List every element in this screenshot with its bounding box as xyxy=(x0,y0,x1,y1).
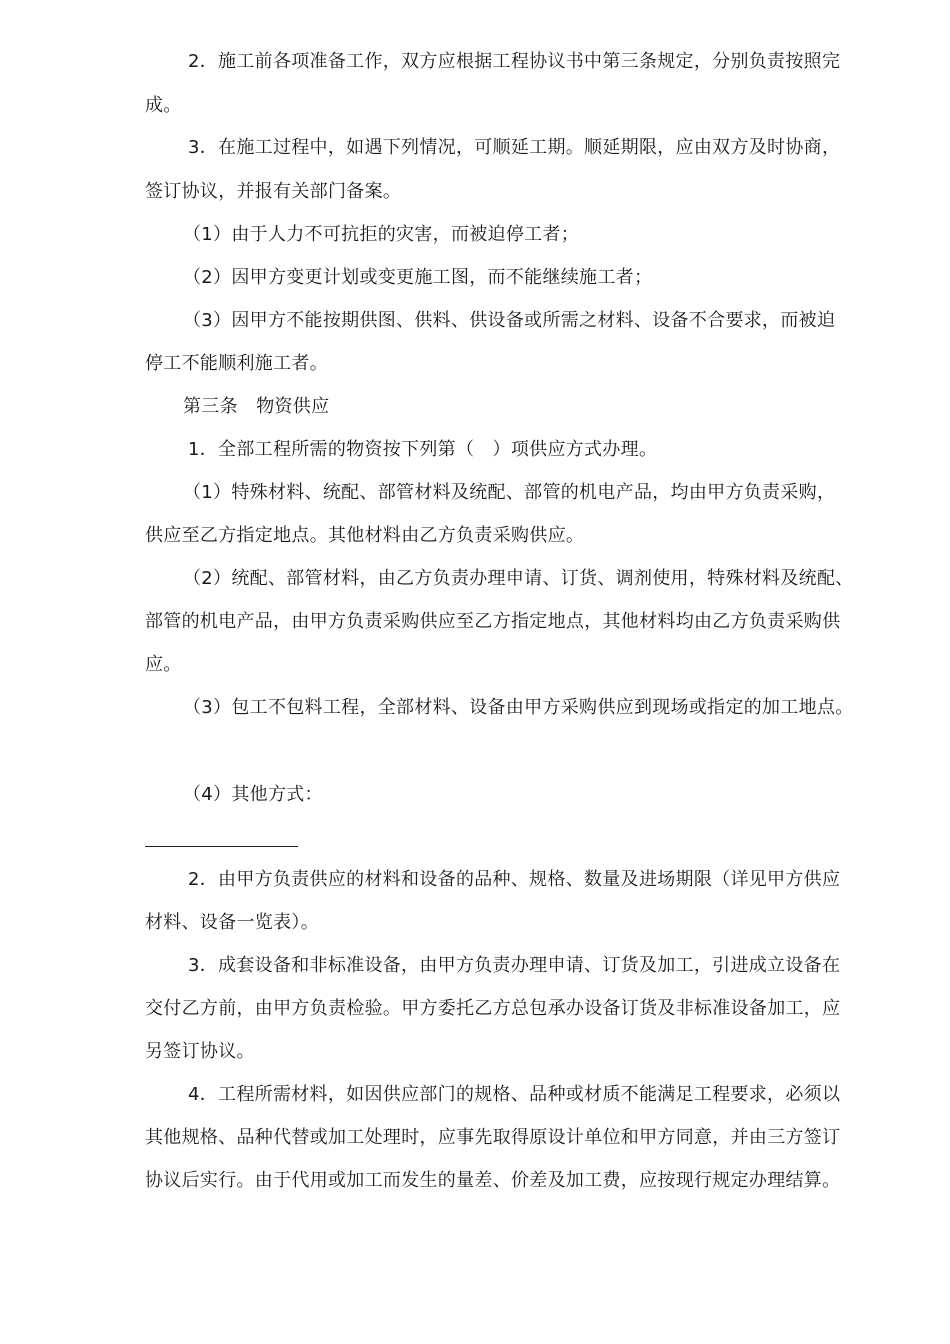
paragraph-line: 交付乙方前，由甲方负责检验。甲方委托乙方总包承办设备订货及非标准设备加工，应 xyxy=(145,998,841,1019)
list-item-line: （1）由于人力不可抗拒的灾害，而被迫停工者； xyxy=(183,224,580,245)
paragraph-line: 2．由甲方负责供应的材料和设备的品种、规格、数量及进场期限（详见甲方供应 xyxy=(188,869,841,890)
paragraph-line: 其他规格、品种代替或加工处理时，应事先取得原设计单位和甲方同意，并由三方签订 xyxy=(145,1127,841,1148)
fill-in-blank-line xyxy=(145,846,298,847)
paragraph-line: 4．工程所需材料，如因供应部门的规格、品种或材质不能满足工程要求，必须以 xyxy=(188,1084,841,1105)
list-item-line: （3）包工不包料工程，全部材料、设备由甲方采购供应到现场或指定的加工地点。 xyxy=(183,697,854,718)
paragraph-line: 部管的机电产品，由甲方负责采购供应至乙方指定地点，其他材料均由乙方负责采购供 xyxy=(145,611,841,632)
list-item-line: （2）统配、部管材料，由乙方负责办理申请、订货、调剂使用，特殊材料及统配、 xyxy=(183,568,854,589)
list-item-line: （2）因甲方变更计划或变更施工图，而不能继续施工者； xyxy=(183,267,653,288)
paragraph-line: 签订协议，并报有关部门备案。 xyxy=(145,181,402,202)
paragraph-line: 材料、设备一览表）。 xyxy=(145,912,319,933)
paragraph-line: 2．施工前各项准备工作，双方应根据工程协议书中第三条规定，分别负责按照完 xyxy=(188,51,841,72)
list-item-line: （4）其他方式： xyxy=(183,784,323,805)
paragraph-line: 成。 xyxy=(145,95,182,116)
paragraph-line: 停工不能顺利施工者。 xyxy=(145,353,328,374)
paragraph-line: 供应至乙方指定地点。其他材料由乙方负责采购供应。 xyxy=(145,525,585,546)
paragraph-line: 1．全部工程所需的物资按下列第（ ）项供应方式办理。 xyxy=(188,439,658,460)
paragraph-line: 3．成套设备和非标准设备，由甲方负责办理申请、订货及加工，引进成立设备在 xyxy=(188,955,841,976)
list-item-line: （1）特殊材料、统配、部管材料及统配、部管的机电产品，均由甲方负责采购， xyxy=(183,482,836,503)
section-heading: 第三条 物资供应 xyxy=(183,396,330,417)
paragraph-line: 3．在施工过程中，如遇下列情况，可顺延工期。顺延期限，应由双方及时协商， xyxy=(188,137,841,158)
list-item-line: （3）因甲方不能按期供图、供料、供设备或所需之材料、设备不合要求，而被迫 xyxy=(183,310,836,331)
paragraph-line: 应。 xyxy=(145,654,182,675)
paragraph-line: 另签订协议。 xyxy=(145,1041,255,1062)
paragraph-line: 协议后实行。由于代用或加工而发生的量差、价差及加工费，应按现行规定办理结算。 xyxy=(145,1170,841,1191)
